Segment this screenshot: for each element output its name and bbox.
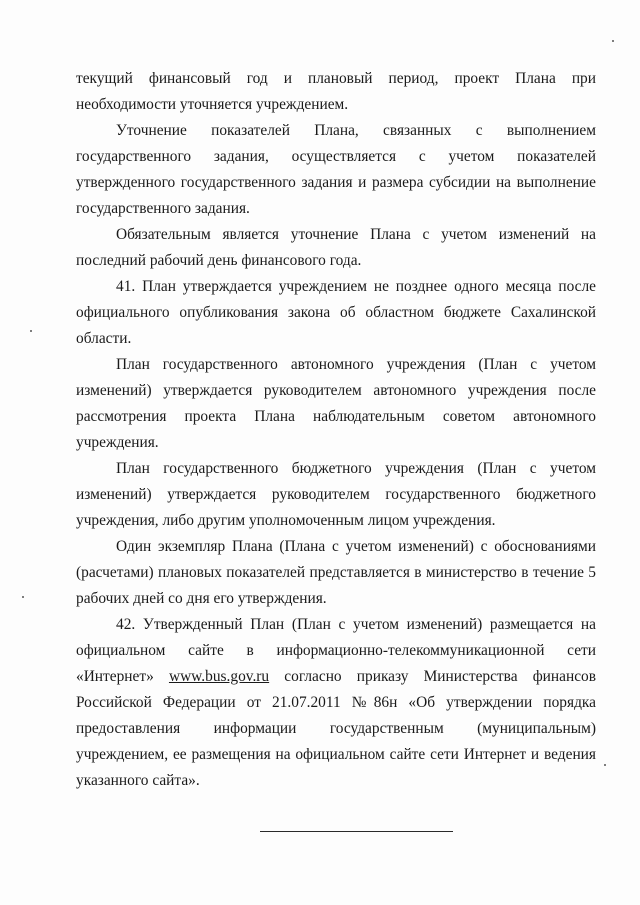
paragraph-8-start: 42. Утвержденный План (План с учетом изменений) размещается на официальном сайте в информационно-телекоммуникационной сети «Интернет» xyxy=(76,616,596,685)
scan-speck xyxy=(612,40,614,42)
document-body xyxy=(76,66,596,794)
bus-gov-link[interactable]: www.bus.gov.ru xyxy=(168,668,270,685)
paragraph-1: текущий финансовый год и плановый период, проект Плана при необходимости уточняется учреждением. xyxy=(76,70,596,113)
paragraph-3: Обязательным является уточнение Плана с учетом изменений на последний рабочий день финансового года. xyxy=(76,226,596,269)
paragraph-6: План государственного бюджетного учреждения (План с учетом изменений) утверждается руководителем государственного бюджетного учреждения, либо другим уполномоченным лицом учреждения. xyxy=(76,460,596,529)
paragraph-7: Один экземпляр Плана (Плана с учетом изменений) с обоснованиями (расчетами) плановых показателей представляется в министерство в течение 5 рабочих дней со дня его утверждения. xyxy=(76,538,596,607)
paragraph-4: 41. План утверждается учреждением не позднее одного месяца после официального опубликования закона об областном бюджете Сахалинской области. xyxy=(76,278,596,347)
scan-speck xyxy=(604,764,606,766)
paragraph-5: План государственного автономного учреждения (План с учетом изменений) утверждается руководителем автономного учреждения после рассмотрения проекта Плана наблюдательным советом автономного учреждения. xyxy=(76,356,596,451)
paragraph-2: Уточнение показателей Плана, связанных с выполнением государственного задания, осуществляется с учетом показателей утвержденного государственного задания и размера субсидии на выполнение государственного задания. xyxy=(76,122,596,217)
scan-speck xyxy=(30,330,32,332)
end-of-document-rule xyxy=(260,831,453,832)
paragraph-8 xyxy=(76,612,596,794)
scan-speck xyxy=(22,596,24,598)
paragraph-8-end: согласно приказу Министерства финансов Российской Федерации от 21.07.2011 №86н «Об утверждении порядка предоставления информации государственным (муниципальным) учреждением, ее размещения на официальном сайте сети Интернет и ведения указанного сайта». xyxy=(76,668,597,789)
